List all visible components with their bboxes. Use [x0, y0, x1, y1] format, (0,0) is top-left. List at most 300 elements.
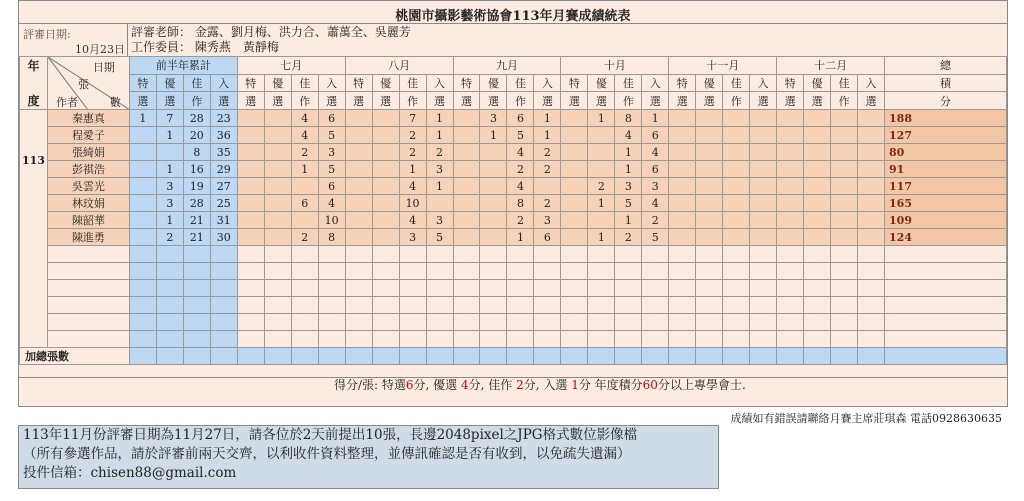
- score-cell: [507, 331, 534, 348]
- score-cell: [561, 178, 588, 195]
- score-cell: [696, 110, 723, 127]
- score-cell: [480, 246, 507, 263]
- score-cell: 29: [210, 161, 237, 178]
- score-cell: 4: [291, 110, 318, 127]
- score-cell: [345, 127, 372, 144]
- score-cell: [777, 229, 804, 246]
- score-cell: [777, 161, 804, 178]
- member-name: [47, 263, 129, 280]
- category-header: 選: [345, 92, 372, 110]
- score-cell: [750, 195, 777, 212]
- score-cell: [858, 110, 885, 127]
- score-cell: [831, 331, 858, 348]
- total-score: [885, 297, 1007, 314]
- score-cell: [210, 331, 237, 348]
- category-header: 入: [318, 74, 345, 92]
- score-cell: [750, 246, 777, 263]
- score-cell: [858, 229, 885, 246]
- info-row: [19, 23, 1007, 56]
- month-header: 十月: [561, 57, 669, 75]
- score-cell: [858, 212, 885, 229]
- score-cell: [480, 161, 507, 178]
- score-cell: [534, 178, 561, 195]
- note-text: 得分/張: 特選: [334, 378, 406, 392]
- score-cell: [264, 348, 291, 365]
- score-cell: [426, 348, 453, 365]
- score-cell: [858, 331, 885, 348]
- score-cell: [156, 246, 183, 263]
- score-cell: [669, 314, 696, 331]
- score-cell: [669, 195, 696, 212]
- score-cell: [426, 314, 453, 331]
- score-cell: [723, 297, 750, 314]
- score-cell: [318, 280, 345, 297]
- score-cell: [588, 297, 615, 314]
- score-cell: [642, 263, 669, 280]
- score-cell: 10: [318, 212, 345, 229]
- score-cell: [453, 195, 480, 212]
- score-cell: [831, 195, 858, 212]
- score-cell: [696, 348, 723, 365]
- category-header: 入: [858, 74, 885, 92]
- category-header: 特: [777, 74, 804, 92]
- category-header: 作: [399, 92, 426, 110]
- score-cell: [237, 314, 264, 331]
- score-cell: [777, 314, 804, 331]
- score-cell: [669, 280, 696, 297]
- judges-label: 評審老師：: [131, 25, 192, 39]
- score-cell: [480, 144, 507, 161]
- score-cell: [480, 212, 507, 229]
- score-cell: [372, 161, 399, 178]
- score-cell: 8: [318, 229, 345, 246]
- score-cell: [318, 348, 345, 365]
- score-cell: [723, 110, 750, 127]
- total-score: [885, 331, 1007, 348]
- score-cell: 2: [291, 229, 318, 246]
- score-cell: [777, 195, 804, 212]
- score-cell: 3: [642, 178, 669, 195]
- score-cell: [237, 348, 264, 365]
- score-cell: [804, 280, 831, 297]
- header-diagonal: [47, 57, 129, 110]
- score-cell: 3: [399, 229, 426, 246]
- score-cell: [372, 263, 399, 280]
- score-cell: [696, 297, 723, 314]
- score-cell: 8: [615, 110, 642, 127]
- score-cell: 6: [318, 178, 345, 195]
- score-cell: [210, 348, 237, 365]
- score-cell: [372, 195, 399, 212]
- score-cell: [588, 263, 615, 280]
- score-cell: [399, 314, 426, 331]
- score-cell: [534, 297, 561, 314]
- score-cell: [561, 331, 588, 348]
- score-cell: [480, 195, 507, 212]
- score-cell: [723, 331, 750, 348]
- score-cell: 2: [156, 229, 183, 246]
- total-score: 80: [885, 144, 1007, 161]
- month-header: 十二月: [777, 57, 885, 75]
- score-cell: [480, 297, 507, 314]
- score-cell: [723, 229, 750, 246]
- score-cell: [534, 280, 561, 297]
- note-pts: 1: [571, 378, 579, 392]
- total-score: 127: [885, 127, 1007, 144]
- category-header: 入: [750, 74, 777, 92]
- score-cell: [345, 229, 372, 246]
- score-cell: [696, 144, 723, 161]
- score-cell: [264, 229, 291, 246]
- score-cell: [129, 348, 156, 365]
- score-cell: 8: [507, 195, 534, 212]
- score-cell: [453, 178, 480, 195]
- score-cell: [372, 127, 399, 144]
- score-cell: [561, 195, 588, 212]
- score-cell: [804, 331, 831, 348]
- score-cell: [561, 161, 588, 178]
- score-cell: [345, 161, 372, 178]
- score-cell: 2: [291, 144, 318, 161]
- score-cell: 1: [534, 110, 561, 127]
- category-header: 佳: [507, 74, 534, 92]
- score-cell: [777, 110, 804, 127]
- score-cell: [615, 246, 642, 263]
- score-cell: [318, 263, 345, 280]
- score-cell: 1: [156, 212, 183, 229]
- score-cell: [291, 297, 318, 314]
- score-cell: 4: [399, 212, 426, 229]
- category-header: 優: [156, 74, 183, 92]
- score-cell: [129, 178, 156, 195]
- score-cell: [507, 246, 534, 263]
- score-cell: 2: [507, 161, 534, 178]
- score-cell: [750, 161, 777, 178]
- category-header: 優: [264, 74, 291, 92]
- score-cell: [372, 144, 399, 161]
- category-header: 選: [480, 92, 507, 110]
- score-cell: 1: [426, 178, 453, 195]
- score-cell: [588, 280, 615, 297]
- score-cell: [804, 229, 831, 246]
- score-cell: [237, 297, 264, 314]
- notice-line: （所有參選作品，請於評審前兩天交齊，以利收件資料整理，並傳訊確認是否有收到，以免疏失遺漏）: [23, 446, 631, 462]
- score-cell: [804, 314, 831, 331]
- diag-author: 作者: [55, 96, 78, 109]
- score-cell: [561, 110, 588, 127]
- score-cell: [777, 297, 804, 314]
- score-cell: [723, 246, 750, 263]
- category-header: 選: [588, 92, 615, 110]
- score-cell: [345, 280, 372, 297]
- score-cell: [264, 110, 291, 127]
- score-cell: 1: [480, 127, 507, 144]
- score-cell: [237, 331, 264, 348]
- score-cell: [696, 212, 723, 229]
- score-cell: 4: [642, 195, 669, 212]
- category-header: 選: [453, 92, 480, 110]
- note-pts: 60: [642, 378, 658, 392]
- score-cell: [372, 178, 399, 195]
- score-cell: [831, 110, 858, 127]
- score-cell: 5: [318, 161, 345, 178]
- score-cell: [480, 348, 507, 365]
- notice-box: [18, 425, 719, 489]
- score-cell: [156, 297, 183, 314]
- score-cell: [750, 127, 777, 144]
- score-cell: [777, 212, 804, 229]
- score-cell: 25: [210, 195, 237, 212]
- category-header: 選: [858, 92, 885, 110]
- score-cell: [183, 331, 210, 348]
- staff: 陳秀燕 黃靜梅: [194, 40, 279, 54]
- score-cell: [291, 212, 318, 229]
- score-cell: 3: [480, 110, 507, 127]
- score-cell: 7: [156, 110, 183, 127]
- score-sheet: [18, 0, 1008, 407]
- score-cell: [345, 314, 372, 331]
- member-name: [47, 314, 129, 331]
- member-name: 彭祺浩: [47, 161, 129, 178]
- score-cell: [858, 314, 885, 331]
- score-cell: [237, 127, 264, 144]
- score-cell: [372, 229, 399, 246]
- score-cell: [831, 263, 858, 280]
- score-cell: 35: [210, 144, 237, 161]
- score-cell: 23: [210, 110, 237, 127]
- score-cell: [723, 127, 750, 144]
- member-name: [47, 246, 129, 263]
- score-cell: [615, 331, 642, 348]
- category-header: 入: [534, 74, 561, 92]
- score-cell: [561, 144, 588, 161]
- category-header: 選: [210, 92, 237, 110]
- score-cell: [750, 297, 777, 314]
- score-cell: [237, 263, 264, 280]
- score-cell: 3: [615, 178, 642, 195]
- score-cell: [129, 161, 156, 178]
- score-cell: [210, 246, 237, 263]
- score-cell: [534, 263, 561, 280]
- score-cell: [669, 127, 696, 144]
- score-cell: 3: [318, 144, 345, 161]
- score-cell: [831, 144, 858, 161]
- score-cell: [264, 144, 291, 161]
- score-cell: [831, 348, 858, 365]
- member-name: [47, 297, 129, 314]
- category-header: 選: [237, 92, 264, 110]
- score-cell: [804, 127, 831, 144]
- score-cell: [858, 195, 885, 212]
- year-number: 113: [22, 154, 45, 167]
- score-cell: [480, 263, 507, 280]
- score-cell: [561, 297, 588, 314]
- category-header: 入: [642, 74, 669, 92]
- score-cell: [642, 314, 669, 331]
- score-cell: [669, 178, 696, 195]
- score-cell: [453, 144, 480, 161]
- score-cell: [804, 161, 831, 178]
- score-cell: [750, 144, 777, 161]
- score-cell: 2: [615, 229, 642, 246]
- score-cell: [264, 280, 291, 297]
- score-cell: [723, 212, 750, 229]
- score-cell: 3: [534, 212, 561, 229]
- score-cell: [399, 348, 426, 365]
- score-cell: [858, 348, 885, 365]
- score-cell: [858, 246, 885, 263]
- total-score: 91: [885, 161, 1007, 178]
- score-cell: [291, 178, 318, 195]
- score-cell: [291, 331, 318, 348]
- score-cell: [480, 178, 507, 195]
- score-cell: [858, 127, 885, 144]
- score-cell: [399, 263, 426, 280]
- score-cell: [291, 246, 318, 263]
- note-pts: 2: [516, 378, 524, 392]
- score-cell: 5: [426, 229, 453, 246]
- total-score: 188: [885, 110, 1007, 127]
- score-cell: [804, 212, 831, 229]
- score-cell: [561, 348, 588, 365]
- score-cell: [588, 161, 615, 178]
- score-cell: [669, 246, 696, 263]
- score-cell: [210, 263, 237, 280]
- score-cell: [480, 280, 507, 297]
- score-cell: [372, 314, 399, 331]
- score-cell: [777, 348, 804, 365]
- total-score: [885, 314, 1007, 331]
- category-header: 佳: [615, 74, 642, 92]
- score-cell: [696, 331, 723, 348]
- score-cell: [804, 178, 831, 195]
- score-cell: [615, 280, 642, 297]
- score-cell: 1: [507, 229, 534, 246]
- score-cell: [804, 195, 831, 212]
- score-cell: [561, 229, 588, 246]
- score-cell: [183, 280, 210, 297]
- score-cell: [156, 314, 183, 331]
- score-cell: 1: [399, 161, 426, 178]
- score-cell: [804, 144, 831, 161]
- score-cell: [399, 331, 426, 348]
- score-cell: [534, 348, 561, 365]
- note-text: 分, 入選: [523, 378, 572, 392]
- category-header: 選: [696, 92, 723, 110]
- score-cell: [804, 297, 831, 314]
- score-cell: [264, 297, 291, 314]
- score-cell: [129, 297, 156, 314]
- note-pts: 6: [405, 378, 414, 392]
- score-cell: [642, 246, 669, 263]
- score-cell: 30: [210, 229, 237, 246]
- score-cell: [237, 229, 264, 246]
- score-cell: [345, 110, 372, 127]
- score-cell: [426, 246, 453, 263]
- score-cell: [723, 178, 750, 195]
- score-table: [19, 56, 1007, 365]
- score-cell: [129, 127, 156, 144]
- score-cell: [156, 331, 183, 348]
- category-header: 佳: [183, 74, 210, 92]
- total-row-label: 加總張數: [20, 348, 130, 365]
- score-cell: [696, 161, 723, 178]
- score-cell: 4: [615, 127, 642, 144]
- score-cell: 1: [156, 127, 183, 144]
- score-cell: [750, 178, 777, 195]
- score-cell: [345, 195, 372, 212]
- score-cell: 3: [426, 212, 453, 229]
- score-cell: [507, 280, 534, 297]
- score-cell: [777, 178, 804, 195]
- score-cell: [183, 297, 210, 314]
- category-header: 選: [534, 92, 561, 110]
- score-cell: [831, 127, 858, 144]
- score-cell: 6: [507, 110, 534, 127]
- score-cell: [318, 246, 345, 263]
- score-cell: [588, 127, 615, 144]
- score-cell: [696, 263, 723, 280]
- score-cell: [183, 246, 210, 263]
- score-cell: [426, 280, 453, 297]
- score-cell: [642, 348, 669, 365]
- score-cell: [669, 212, 696, 229]
- category-header: 作: [723, 92, 750, 110]
- score-cell: [696, 246, 723, 263]
- score-cell: [399, 297, 426, 314]
- score-cell: [156, 263, 183, 280]
- score-cell: [237, 246, 264, 263]
- score-cell: [561, 263, 588, 280]
- score-cell: 3: [156, 195, 183, 212]
- score-cell: [723, 195, 750, 212]
- score-cell: [831, 280, 858, 297]
- total-score: 117: [885, 178, 1007, 195]
- category-header: 優: [696, 74, 723, 92]
- score-cell: [831, 212, 858, 229]
- score-cell: [561, 246, 588, 263]
- score-cell: [831, 297, 858, 314]
- year-header: [20, 57, 48, 110]
- score-cell: [696, 195, 723, 212]
- score-cell: [777, 280, 804, 297]
- date-value: 10月23日: [75, 43, 125, 56]
- total-score: 109: [885, 212, 1007, 229]
- score-cell: 2: [507, 212, 534, 229]
- score-cell: [615, 263, 642, 280]
- score-cell: [723, 280, 750, 297]
- score-cell: 4: [507, 178, 534, 195]
- contact-note: 成績如有錯誤請聯絡月賽主席莊琪森 電話0928630635: [730, 412, 1002, 425]
- score-cell: [669, 348, 696, 365]
- score-cell: 6: [642, 127, 669, 144]
- category-header: 特: [129, 74, 156, 92]
- score-cell: 10: [399, 195, 426, 212]
- member-name: 秦惠真: [47, 110, 129, 127]
- score-cell: [453, 212, 480, 229]
- score-cell: [372, 297, 399, 314]
- score-cell: [426, 195, 453, 212]
- score-cell: [588, 212, 615, 229]
- member-name: 陳韶華: [47, 212, 129, 229]
- score-cell: [777, 127, 804, 144]
- category-header: 特: [237, 74, 264, 92]
- score-cell: [264, 212, 291, 229]
- score-cell: 27: [210, 178, 237, 195]
- year-label: 年: [27, 59, 40, 73]
- score-cell: [372, 331, 399, 348]
- first-half-header: 前半年累計: [129, 57, 237, 75]
